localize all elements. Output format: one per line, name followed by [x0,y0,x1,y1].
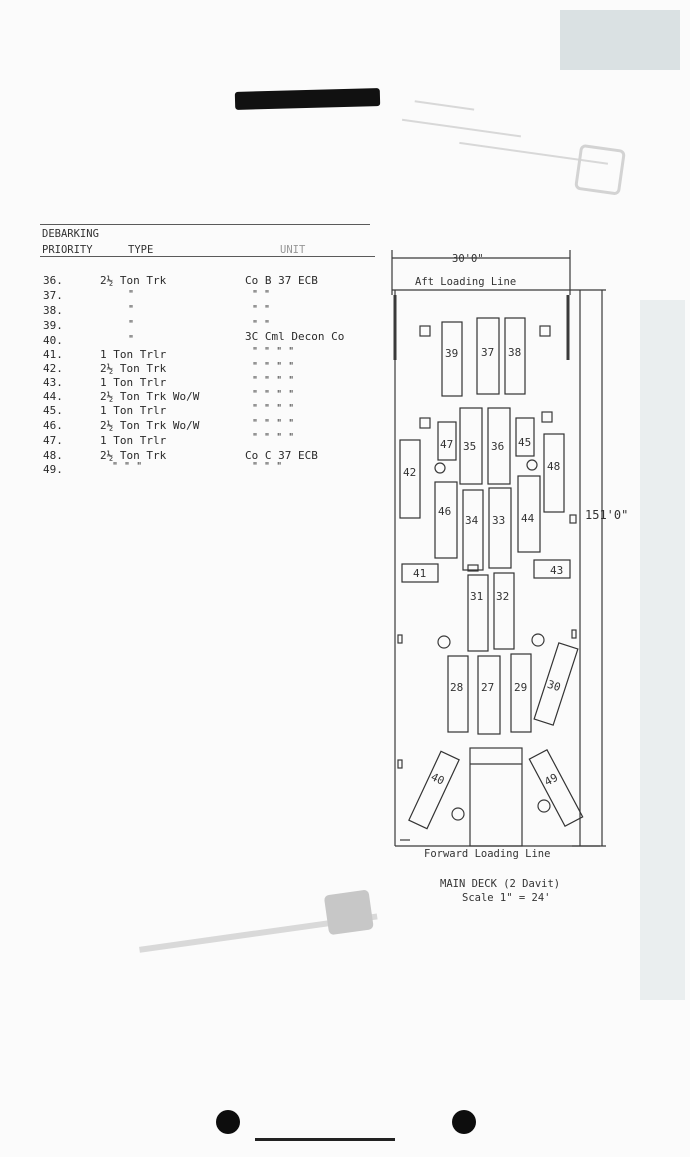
svg-text:46: 46 [438,505,452,518]
bollard [420,326,430,336]
row-unit: " " " " [252,418,295,429]
row-type: 1 Ton Trlr [100,348,167,361]
vehicle-36 [488,408,510,484]
vehicle-40 [409,751,459,828]
row-type: 2½ Ton Trk Wo/W [100,390,200,403]
vehicle-42 [400,440,420,518]
svg-text:41: 41 [413,567,427,580]
header-rule-top [40,224,370,225]
svg-text:31: 31 [470,590,484,603]
vehicle-43 [534,560,570,578]
svg-text:29: 29 [514,681,528,694]
vehicle-49 [529,750,582,826]
row-priority: 44. [43,390,63,403]
svg-text:27: 27 [481,681,495,694]
row-priority: 38. [43,304,63,317]
vehicle-37 [477,318,499,394]
vehicle-35 [460,408,482,484]
header-rule-bottom [40,256,375,257]
tie-down [527,460,537,470]
row-type: 1 Ton Trlr [100,404,167,417]
svg-text:28: 28 [450,681,464,694]
svg-text:39: 39 [445,347,459,360]
faded-stamp-top [395,79,641,206]
vehicle-38 [505,318,525,394]
svg-text:35: 35 [463,440,477,453]
tie-down [532,634,544,646]
length-label: 151'0" [585,508,629,522]
row-priority: 43. [43,376,63,389]
punch-hole [216,1110,240,1134]
row-type: 2½ Ton Trk [100,274,167,287]
row-unit: " " [252,304,271,315]
svg-text:38: 38 [508,346,522,359]
svg-text:42: 42 [403,466,417,479]
header-type: TYPE [128,244,154,256]
vehicle-44 [518,476,540,552]
svg-text:40: 40 [428,770,447,788]
row-priority: 36. [43,274,63,287]
row-priority: 48. [43,449,63,462]
row-priority: 39. [43,319,63,332]
tie-down [435,463,445,473]
vehicle-47 [438,422,456,460]
row-type: " " " [112,461,143,472]
vehicle-48 [544,434,564,512]
vehicle-39 [442,322,462,396]
row-type: 2½ Ton Trk Wo/W [100,419,200,432]
row-priority: 37. [43,289,63,302]
row-unit: Co B 37 ECB [245,274,318,287]
row-unit: " " " " [252,389,295,400]
bottom-edge-line [255,1138,395,1141]
redaction-bar [235,88,380,110]
row-unit: " " [252,289,271,300]
row-unit: " " " " [252,361,295,372]
header-debarking: DEBARKING [42,228,99,240]
row-unit: " " " " [252,375,295,386]
svg-text:48: 48 [547,460,561,473]
row-unit: " " " [252,461,283,472]
header-priority: PRIORITY [42,244,93,256]
row-priority: 46. [43,419,63,432]
svg-text:32: 32 [496,590,510,603]
row-priority: 41. [43,348,63,361]
row-type: " [128,304,135,315]
vehicle-27 [478,656,500,734]
vehicle-45 [516,418,534,456]
row-unit: " " " " [252,346,295,357]
diagram-scale: Scale 1" = 24' [462,892,551,904]
row-type: " [128,289,135,300]
diagram-caption: MAIN DECK (2 Davit) [440,878,561,890]
row-type: " [128,334,135,345]
row-unit: " " [252,319,271,330]
main-deck-diagram [380,240,620,875]
svg-text:34: 34 [465,514,479,527]
faded-stamp-bottom [136,889,385,1002]
row-type: 1 Ton Trlr [100,376,167,389]
vehicle-32 [494,573,514,649]
svg-text:44: 44 [521,512,535,525]
svg-text:33: 33 [492,514,506,527]
vehicle-30 [534,643,578,725]
vehicle-34 [463,490,483,570]
row-type: 1 Ton Trlr [100,434,167,447]
row-type: " [128,319,135,330]
row-priority: 47. [43,434,63,447]
forward-ramp [470,748,522,846]
vehicle-28 [448,656,468,732]
row-unit: " " " " [252,432,295,443]
header-unit: UNIT [280,244,306,256]
row-unit: " " " " [252,403,295,414]
vehicle-31 [468,575,488,651]
bollard [540,326,550,336]
svg-text:49: 49 [542,770,561,789]
svg-text:45: 45 [518,436,532,449]
row-priority: 45. [43,404,63,417]
vehicle-46 [435,482,457,558]
noise [560,10,680,70]
vehicle-41 [402,564,438,582]
svg-text:36: 36 [491,440,505,453]
bollard [420,418,430,428]
row-priority: 49. [43,463,63,476]
row-priority: 40. [43,334,63,347]
vehicle-33 [489,488,511,568]
vehicle-29 [511,654,531,732]
width-label: 30'0" [452,253,484,265]
svg-text:30: 30 [545,677,563,695]
aft-loading-line-label: Aft Loading Line [415,276,517,288]
svg-text:43: 43 [550,564,564,577]
svg-text:47: 47 [440,438,454,451]
tie-down [438,636,450,648]
tie-down [538,800,550,812]
tie-down [452,808,464,820]
row-priority: 42. [43,362,63,375]
bollard [542,412,552,422]
row-type: 2½ Ton Trk [100,449,167,462]
forward-loading-line-label: Forward Loading Line [424,848,551,860]
noise [640,300,685,1000]
punch-hole [452,1110,476,1134]
row-unit: 3C Cml Decon Co [245,330,345,343]
row-type: 2½ Ton Trk [100,362,167,375]
svg-text:37: 37 [481,346,495,359]
row-unit: Co C 37 ECB [245,449,318,462]
